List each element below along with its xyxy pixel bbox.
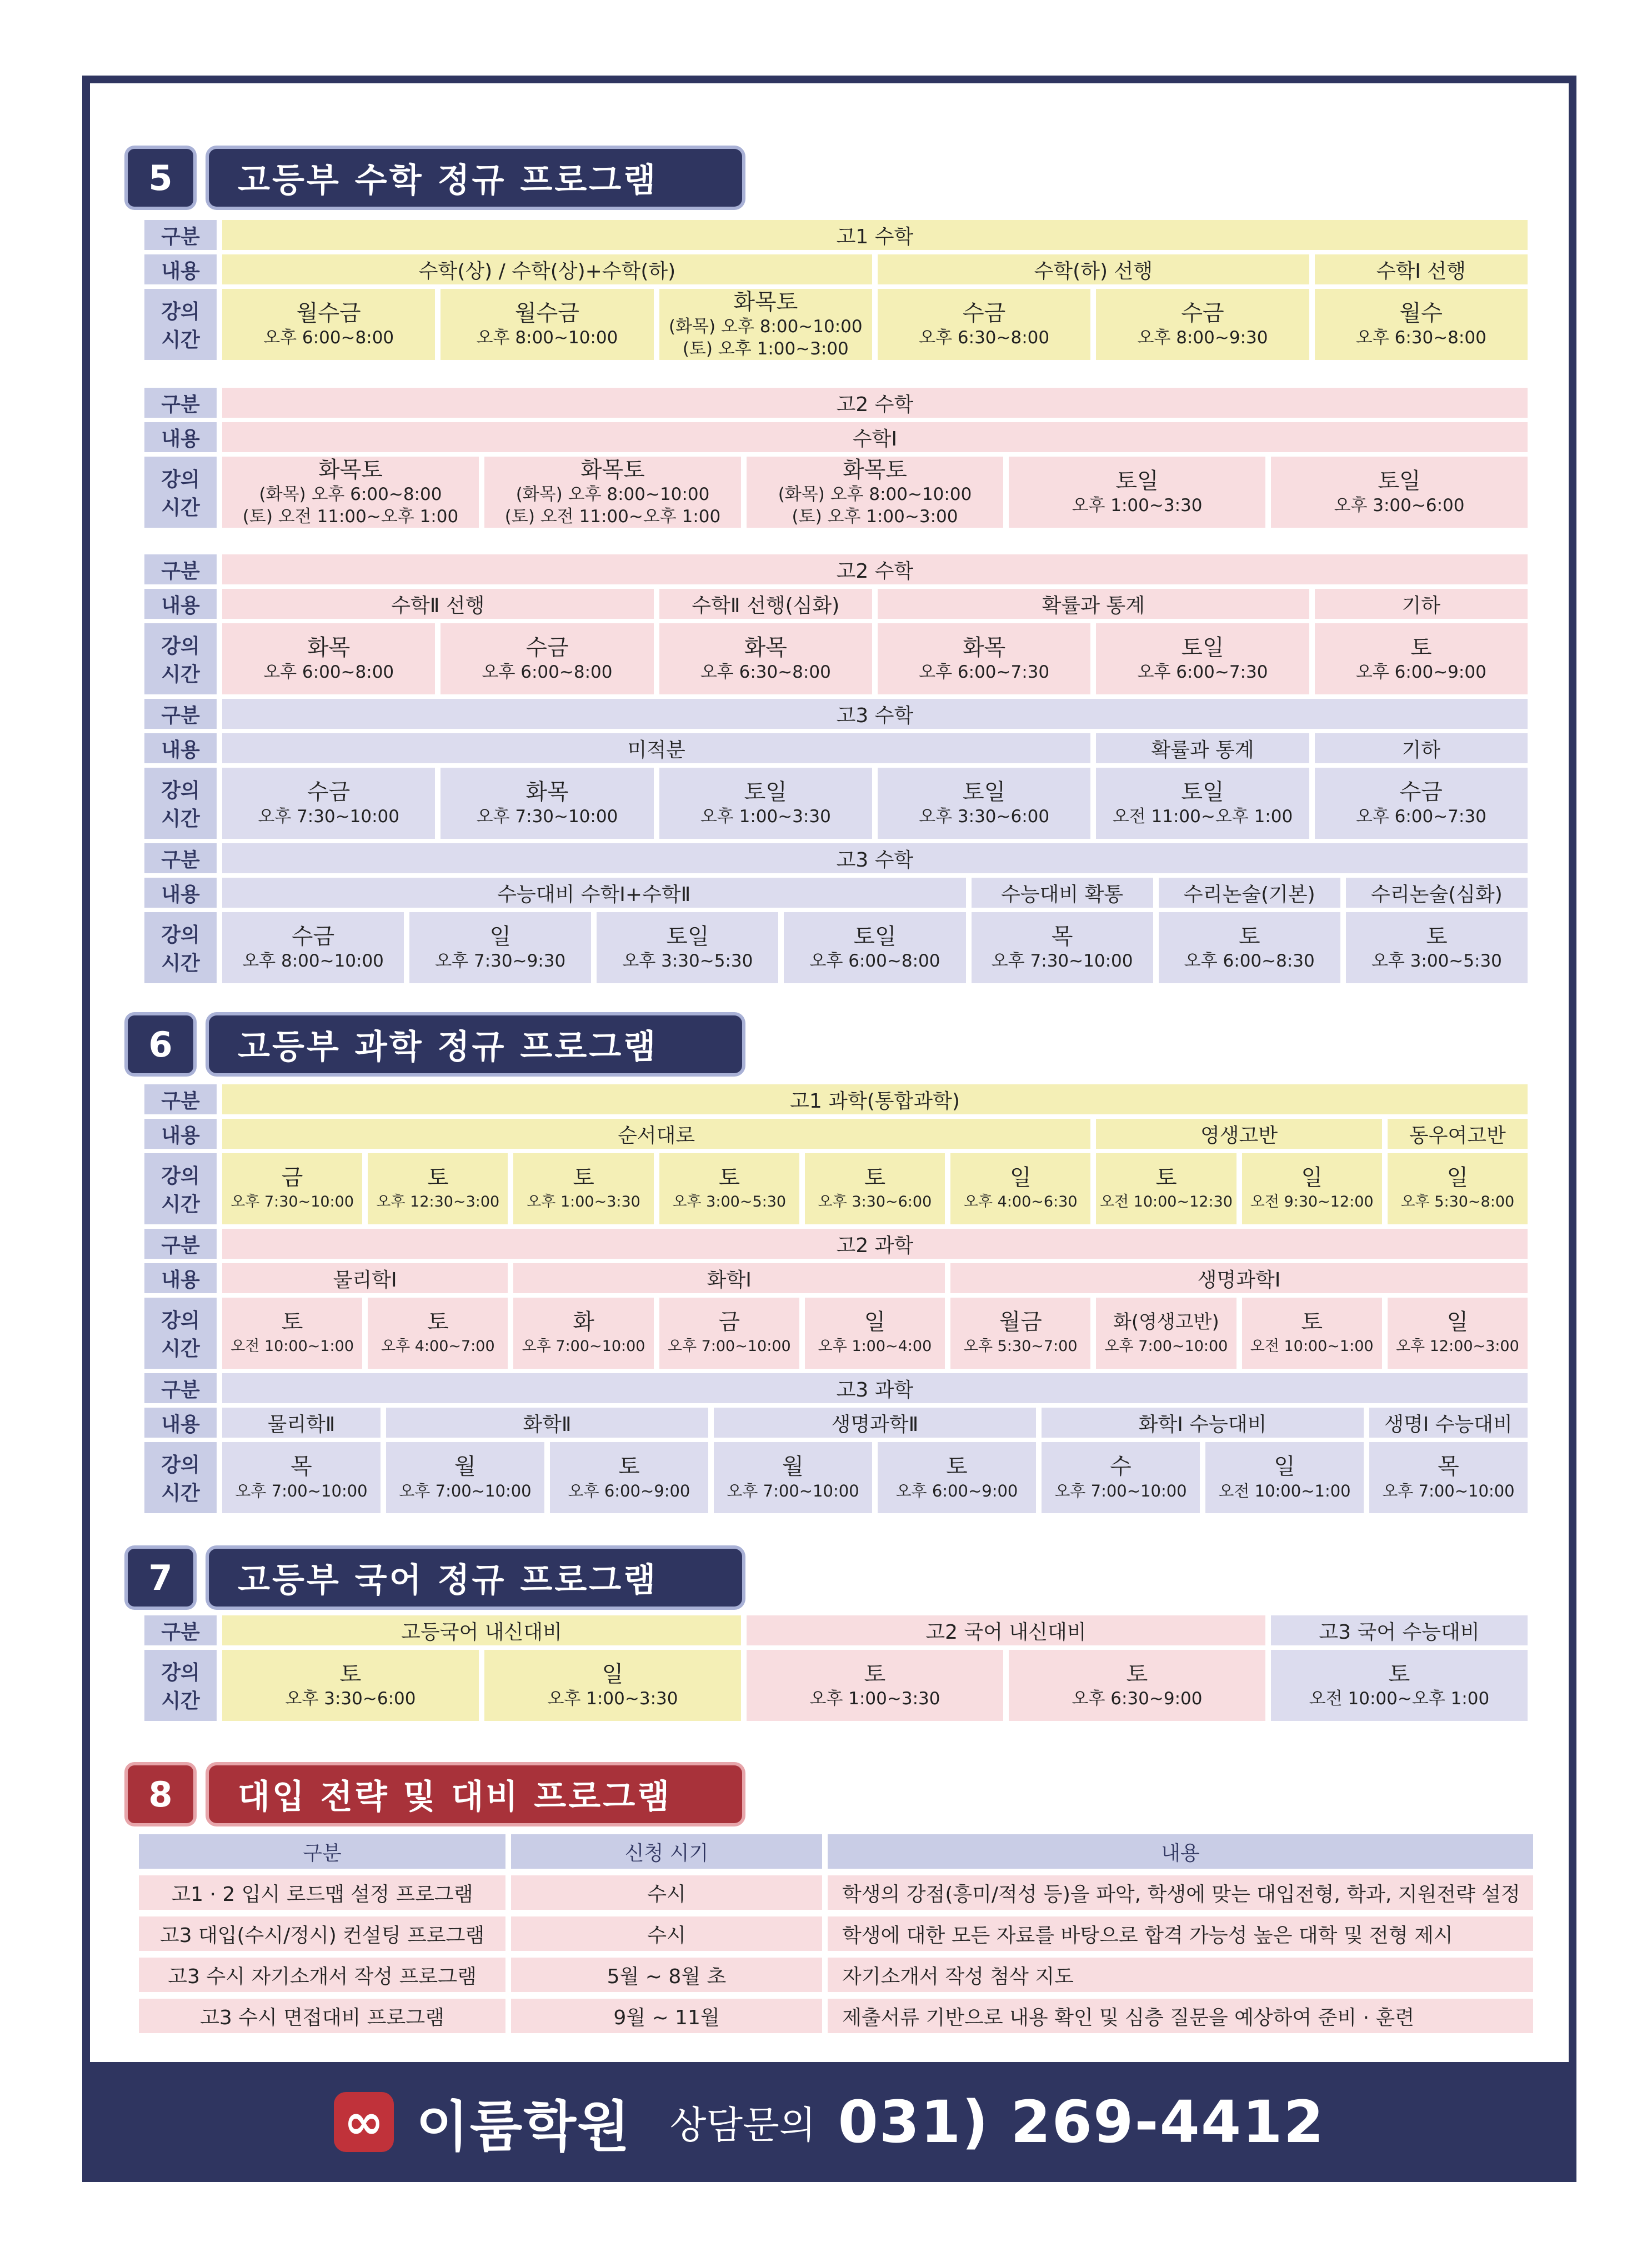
day: 토 bbox=[864, 1165, 886, 1190]
time: 오후 7:00~10:00 bbox=[727, 1482, 859, 1500]
day: 월수금 bbox=[296, 301, 361, 326]
day: 화목 bbox=[525, 779, 569, 805]
content-cell: 수능대비 수학Ⅰ+수학Ⅱ bbox=[222, 878, 966, 908]
section-number: 8 bbox=[128, 1765, 193, 1823]
time: 오후 3:00~5:30 bbox=[672, 1193, 787, 1210]
time: 오전 10:00~12:30 bbox=[1099, 1193, 1233, 1210]
time: 오후 6:30~9:00 bbox=[1072, 1689, 1203, 1709]
time-label: 강의 시간 bbox=[144, 912, 217, 983]
content-cell: 화학Ⅱ bbox=[386, 1408, 708, 1438]
time: 오후 3:30~6:00 bbox=[919, 807, 1050, 827]
time-cell bbox=[1346, 912, 1528, 983]
header-period: 신청 시기 bbox=[511, 1834, 822, 1869]
day: 금 bbox=[281, 1165, 303, 1190]
time-label: 강의 시간 bbox=[144, 623, 217, 694]
day: 수금 bbox=[1399, 779, 1443, 805]
category-cell: 고2 국어 내신대비 bbox=[747, 1615, 1265, 1645]
day: 화목토 bbox=[580, 457, 645, 483]
day: 목 bbox=[291, 1454, 312, 1479]
day: 일 bbox=[1009, 1165, 1032, 1190]
time-cell bbox=[1315, 768, 1528, 839]
admission-table bbox=[133, 1828, 1539, 2040]
time: 오후 6:30~8:00 bbox=[700, 662, 831, 682]
time-cell bbox=[440, 289, 653, 360]
category-cell: 고2 수학 bbox=[222, 388, 1528, 418]
program-desc: 제출서류 기반으로 내용 확인 및 심층 질문을 예상하여 준비 · 훈련 bbox=[828, 1999, 1533, 2033]
day: 토일 bbox=[853, 924, 897, 949]
section-number: 6 bbox=[128, 1015, 193, 1073]
day: 토 bbox=[946, 1454, 968, 1479]
time: 오후 12:00~3:00 bbox=[1395, 1338, 1519, 1355]
time-cell bbox=[222, 457, 479, 528]
day: 월수 bbox=[1399, 301, 1443, 326]
time: 오후 12:30~3:00 bbox=[376, 1193, 500, 1210]
category-label: 구분 bbox=[144, 554, 217, 584]
program-name: 고3 수시 면접대비 프로그램 bbox=[139, 1999, 505, 2033]
time: 오후 4:00~6:30 bbox=[963, 1193, 1078, 1210]
content-cell: 확률과 통계 bbox=[1096, 733, 1309, 763]
category-label: 구분 bbox=[144, 1373, 217, 1403]
footer-banner bbox=[82, 2062, 1576, 2182]
phone-number: 031) 269-4412 bbox=[838, 2088, 1325, 2156]
content-cell: 기하 bbox=[1315, 589, 1528, 619]
time: 오후 6:00~7:30 bbox=[919, 662, 1050, 682]
time: 오후 3:30~6:00 bbox=[818, 1193, 932, 1210]
time: 오후 6:00~9:00 bbox=[1355, 662, 1486, 682]
day: 토 bbox=[1426, 924, 1448, 949]
day: 토일 bbox=[1181, 635, 1224, 660]
time: 오후 1:00~3:30 bbox=[1072, 496, 1203, 516]
time-cell bbox=[1096, 623, 1309, 694]
day: 토일 bbox=[1378, 468, 1421, 494]
section-6-header bbox=[128, 1015, 742, 1073]
day: 화목 bbox=[963, 635, 1006, 660]
content-cell: 기하 bbox=[1315, 733, 1528, 763]
time: 오후 6:00~8:30 bbox=[1184, 951, 1315, 971]
day: 수금 bbox=[291, 924, 335, 949]
time: 오후 6:00~9:00 bbox=[568, 1482, 690, 1500]
time-cell bbox=[659, 768, 872, 839]
section-7-header bbox=[128, 1549, 742, 1607]
category-label: 구분 bbox=[144, 1084, 217, 1114]
category-label: 구분 bbox=[144, 1615, 217, 1645]
content-cell: 수학Ⅱ 선행(심화) bbox=[659, 589, 872, 619]
time-cell bbox=[950, 1298, 1090, 1369]
content-cell: 물리학Ⅰ bbox=[222, 1263, 508, 1293]
time-cell bbox=[1315, 623, 1528, 694]
content-label: 내용 bbox=[144, 589, 217, 619]
time-cell bbox=[409, 912, 591, 983]
day: 토일 bbox=[744, 779, 787, 805]
time-cell bbox=[1205, 1442, 1364, 1513]
day: 화목 bbox=[307, 635, 351, 660]
time: 오후 7:30~10:00 bbox=[476, 807, 618, 827]
day: 토 bbox=[1155, 1165, 1177, 1190]
time-cell bbox=[440, 623, 653, 694]
category-label: 구분 bbox=[144, 1229, 217, 1259]
time: 오후 6:00~7:30 bbox=[1355, 807, 1486, 827]
day: 토 bbox=[1301, 1309, 1323, 1335]
time: 오후 6:30~8:00 bbox=[1355, 328, 1486, 348]
section-title: 고등부 국어 정규 프로그램 bbox=[209, 1549, 742, 1607]
time-label: 강의 시간 bbox=[144, 1153, 217, 1224]
content-cell: 수능대비 확통 bbox=[972, 878, 1153, 908]
category-cell: 고3 국어 수능대비 bbox=[1271, 1615, 1528, 1645]
time-cell bbox=[222, 1650, 479, 1721]
time: 오후 6:00~8:00 bbox=[263, 328, 394, 348]
content-cell: 동우여고반 bbox=[1388, 1119, 1528, 1149]
time-cell bbox=[1369, 1442, 1528, 1513]
time-cell bbox=[1096, 289, 1309, 360]
content-cell: 생명과학Ⅱ bbox=[714, 1408, 1036, 1438]
day: 일 bbox=[1301, 1165, 1323, 1190]
time: 오전 9:30~12:00 bbox=[1250, 1193, 1374, 1210]
consult-label: 상담문의 bbox=[669, 2103, 816, 2148]
time: 오후 7:00~10:00 bbox=[667, 1338, 791, 1355]
time-cell bbox=[368, 1298, 508, 1369]
time-cell bbox=[513, 1153, 653, 1224]
time-cell bbox=[597, 912, 778, 983]
time: 오후 6:00~8:00 bbox=[482, 662, 613, 682]
time: 오후 1:00~3:30 bbox=[547, 1689, 678, 1709]
time-cell bbox=[784, 912, 965, 983]
time: 오후 7:30~10:00 bbox=[258, 807, 399, 827]
day: 수 bbox=[1110, 1454, 1132, 1479]
time-cell bbox=[659, 289, 872, 360]
time-cell bbox=[805, 1298, 945, 1369]
table-row bbox=[139, 1916, 1533, 1951]
day: 화목 bbox=[744, 635, 787, 660]
time-cell bbox=[1096, 1153, 1236, 1224]
category-label: 구분 bbox=[144, 220, 217, 250]
category-label: 구분 bbox=[144, 699, 217, 729]
day: 토일 bbox=[1181, 779, 1224, 805]
time: 오후 7:00~10:00 bbox=[1382, 1482, 1515, 1500]
day: 금 bbox=[718, 1309, 740, 1335]
section-8-header bbox=[128, 1765, 742, 1823]
time-cell bbox=[222, 768, 435, 839]
category-label: 구분 bbox=[144, 388, 217, 418]
category-cell: 고1 과학(통합과학) bbox=[222, 1084, 1528, 1114]
time-cell bbox=[747, 1650, 1003, 1721]
time-cell bbox=[1388, 1153, 1528, 1224]
time: 오후 8:00~10:00 bbox=[476, 328, 618, 348]
time: 오후 7:00~10:00 bbox=[235, 1482, 368, 1500]
day: 토 bbox=[618, 1454, 640, 1479]
section-number: 7 bbox=[128, 1549, 193, 1607]
time-cell bbox=[1315, 289, 1528, 360]
day: 토 bbox=[339, 1662, 362, 1687]
day: 토 bbox=[281, 1309, 303, 1335]
section-title: 대입 전략 및 대비 프로그램 bbox=[209, 1765, 742, 1823]
time-cell bbox=[368, 1153, 508, 1224]
time: 오후 3:00~5:30 bbox=[1371, 951, 1502, 971]
program-period: 9월 ~ 11월 bbox=[511, 1999, 822, 2033]
header-category: 구분 bbox=[139, 1834, 505, 1869]
science-g1-table bbox=[139, 1080, 1533, 1229]
time: 오전 10:00~1:00 bbox=[1218, 1482, 1351, 1500]
content-cell: 화학Ⅰ 수능대비 bbox=[1042, 1408, 1364, 1438]
day: 토일 bbox=[1115, 468, 1159, 494]
day: 토 bbox=[1410, 635, 1432, 660]
category-cell: 고3 수학 bbox=[222, 843, 1528, 873]
time: 오후 3:30~5:30 bbox=[622, 951, 753, 971]
content-label: 내용 bbox=[144, 1119, 217, 1149]
academy-name: 이룸학원 bbox=[416, 2095, 631, 2159]
time: 오후 7:00~10:00 bbox=[399, 1482, 532, 1500]
content-label: 내용 bbox=[144, 254, 217, 284]
day: 목 bbox=[1438, 1454, 1459, 1479]
program-name: 고3 대입(수시/정시) 컨설팅 프로그램 bbox=[139, 1916, 505, 1951]
time-cell bbox=[1242, 1153, 1382, 1224]
time-cell bbox=[222, 1153, 362, 1224]
section-number: 5 bbox=[128, 149, 193, 207]
time: 오후 1:00~3:30 bbox=[700, 807, 831, 827]
time-cell bbox=[972, 912, 1153, 983]
day: 토 bbox=[427, 1165, 449, 1190]
program-period: 5월 ~ 8월 초 bbox=[511, 1958, 822, 1992]
time-cell bbox=[222, 912, 404, 983]
day: 토 bbox=[427, 1309, 449, 1335]
time: 오후 5:30~7:00 bbox=[963, 1338, 1078, 1355]
time: (화목) 오후 8:00~10:00 (토) 오후 1:00~3:00 bbox=[778, 484, 972, 527]
time-cell bbox=[878, 768, 1090, 839]
time-cell bbox=[1096, 1298, 1236, 1369]
time: 오후 3:30~6:00 bbox=[285, 1689, 416, 1709]
day: 토 bbox=[864, 1662, 886, 1687]
time-cell bbox=[440, 768, 653, 839]
day: 토 bbox=[1238, 924, 1260, 949]
day: 일 bbox=[1274, 1454, 1295, 1479]
time-cell bbox=[484, 1650, 741, 1721]
content-label: 내용 bbox=[144, 422, 217, 452]
math-g2-table-a bbox=[139, 383, 1533, 532]
content-cell: 확률과 통계 bbox=[878, 589, 1309, 619]
program-period: 수시 bbox=[511, 1916, 822, 1951]
time-label: 강의 시간 bbox=[144, 1650, 217, 1721]
time-cell bbox=[1009, 1650, 1265, 1721]
category-cell: 고등국어 내신대비 bbox=[222, 1615, 741, 1645]
day: 월수금 bbox=[515, 301, 579, 326]
day: 화목토 bbox=[843, 457, 907, 483]
program-desc: 자기소개서 작성 첨삭 지도 bbox=[828, 1958, 1533, 1992]
day: 수금 bbox=[525, 635, 569, 660]
content-cell: 생명Ⅰ 수능대비 bbox=[1369, 1408, 1528, 1438]
math-g2-table-b bbox=[139, 550, 1533, 699]
day: 수금 bbox=[307, 779, 351, 805]
day: 일 bbox=[864, 1309, 886, 1335]
time-cell bbox=[1271, 457, 1528, 528]
category-cell: 고3 수학 bbox=[222, 699, 1528, 729]
content-cell: 영생고반 bbox=[1096, 1119, 1381, 1149]
time: 오후 3:00~6:00 bbox=[1334, 496, 1465, 516]
time: 오후 6:00~8:00 bbox=[809, 951, 940, 971]
day: 월 bbox=[782, 1454, 804, 1479]
time: 오후 7:00~10:00 bbox=[1104, 1338, 1228, 1355]
content-cell: 화학Ⅰ bbox=[513, 1263, 945, 1293]
time-cell bbox=[386, 1442, 544, 1513]
time: 오후 7:00~10:00 bbox=[1054, 1482, 1187, 1500]
program-desc: 학생에 대한 모든 자료를 바탕으로 합격 가능성 높은 대학 및 전형 제시 bbox=[828, 1916, 1533, 1951]
time: 오후 7:30~10:00 bbox=[991, 951, 1133, 971]
time-cell bbox=[550, 1442, 708, 1513]
content-label: 내용 bbox=[144, 733, 217, 763]
time: 오전 11:00~오후 1:00 bbox=[1112, 807, 1293, 827]
section-title: 고등부 수학 정규 프로그램 bbox=[209, 149, 742, 207]
category-cell: 고3 과학 bbox=[222, 1373, 1528, 1403]
content-cell: 수리논술(심화) bbox=[1346, 878, 1528, 908]
math-g3-table-b bbox=[139, 839, 1533, 988]
time-cell bbox=[1271, 1650, 1528, 1721]
table-row bbox=[139, 1875, 1533, 1910]
time: 오후 7:30~9:30 bbox=[435, 951, 566, 971]
program-period: 수시 bbox=[511, 1875, 822, 1910]
day: 토일 bbox=[666, 924, 709, 949]
day: 일 bbox=[1446, 1165, 1469, 1190]
time: 오후 4:00~7:00 bbox=[381, 1338, 495, 1355]
content-cell: 물리학Ⅱ bbox=[222, 1408, 381, 1438]
time: 오후 8:00~9:30 bbox=[1137, 328, 1268, 348]
day: 목 bbox=[1051, 924, 1073, 949]
section-title: 고등부 과학 정규 프로그램 bbox=[209, 1015, 742, 1073]
time: 오후 6:00~7:30 bbox=[1137, 662, 1268, 682]
content-cell: 수리논술(기본) bbox=[1159, 878, 1340, 908]
content-label: 내용 bbox=[144, 1408, 217, 1438]
time: 오후 7:00~10:00 bbox=[522, 1338, 645, 1355]
category-cell: 고2 수학 bbox=[222, 554, 1528, 584]
time-cell bbox=[878, 623, 1090, 694]
time: 오후 1:00~4:00 bbox=[818, 1338, 932, 1355]
content-cell: 생명과학Ⅰ bbox=[950, 1263, 1528, 1293]
day: 월 bbox=[454, 1454, 476, 1479]
day: 일 bbox=[1446, 1309, 1469, 1335]
time-cell bbox=[484, 457, 741, 528]
time: 오후 7:30~10:00 bbox=[231, 1193, 354, 1210]
time-cell bbox=[950, 1153, 1090, 1224]
day: 월금 bbox=[999, 1309, 1042, 1335]
time: (화목) 오후 8:00~10:00 (토) 오전 11:00~오후 1:00 bbox=[504, 484, 721, 527]
time-cell bbox=[878, 289, 1090, 360]
math-g3-table-a bbox=[139, 694, 1533, 843]
time: 오전 10:00~1:00 bbox=[231, 1338, 354, 1355]
time: 오후 8:00~10:00 bbox=[242, 951, 384, 971]
korean-table bbox=[139, 1611, 1533, 1725]
time-cell bbox=[659, 1298, 799, 1369]
day: 토 bbox=[1388, 1662, 1410, 1687]
time-label: 강의 시간 bbox=[144, 768, 217, 839]
day: 토 bbox=[573, 1165, 594, 1190]
program-name: 고3 수시 자기소개서 작성 프로그램 bbox=[139, 1958, 505, 1992]
time-cell bbox=[1042, 1442, 1200, 1513]
time-cell bbox=[513, 1298, 653, 1369]
time-cell bbox=[747, 457, 1003, 528]
time: 오후 6:00~9:00 bbox=[895, 1482, 1018, 1500]
day: 화 bbox=[573, 1309, 594, 1335]
time-label: 강의 시간 bbox=[144, 1442, 217, 1513]
day: 토 bbox=[1126, 1662, 1148, 1687]
day: 수금 bbox=[1181, 301, 1224, 326]
math-g1-table bbox=[139, 216, 1533, 364]
day: 화(영생고반) bbox=[1113, 1311, 1219, 1333]
content-cell: 수학Ⅰ 선행 bbox=[1315, 254, 1528, 284]
time: 오후 5:30~8:00 bbox=[1400, 1193, 1515, 1210]
content-cell: 미적분 bbox=[222, 733, 1090, 763]
time-cell bbox=[1242, 1298, 1382, 1369]
content-label: 내용 bbox=[144, 878, 217, 908]
time: 오후 1:00~3:30 bbox=[527, 1193, 640, 1210]
time-cell bbox=[878, 1442, 1036, 1513]
time: (화목) 오후 6:00~8:00 (토) 오전 11:00~오후 1:00 bbox=[242, 484, 459, 527]
time-label: 강의 시간 bbox=[144, 457, 217, 528]
day: 화목토 bbox=[318, 457, 383, 483]
time-cell bbox=[1159, 912, 1340, 983]
category-label: 구분 bbox=[144, 843, 217, 873]
day: 화목토 bbox=[733, 289, 798, 315]
time: 오후 6:30~8:00 bbox=[919, 328, 1050, 348]
science-g3-table bbox=[139, 1369, 1533, 1518]
time-cell bbox=[1388, 1298, 1528, 1369]
day: 토 bbox=[718, 1165, 740, 1190]
day: 일 bbox=[602, 1662, 624, 1687]
time: (화목) 오후 8:00~10:00 (토) 오후 1:00~3:00 bbox=[669, 317, 863, 359]
program-desc: 학생의 강점(흥미/적성 등)을 파악, 학생에 맞는 대입전형, 학과, 지원전략 설정 bbox=[828, 1875, 1533, 1910]
time: 오후 1:00~3:30 bbox=[809, 1689, 940, 1709]
content-cell: 수학Ⅱ 선행 bbox=[222, 589, 654, 619]
time-cell bbox=[805, 1153, 945, 1224]
time-cell bbox=[714, 1442, 872, 1513]
program-name: 고1 · 2 입시 로드맵 설정 프로그램 bbox=[139, 1875, 505, 1910]
category-cell: 고1 수학 bbox=[222, 220, 1528, 250]
time: 오후 6:00~8:00 bbox=[263, 662, 394, 682]
day: 수금 bbox=[963, 301, 1006, 326]
table-row bbox=[139, 1999, 1533, 2033]
content-cell: 순서대로 bbox=[222, 1119, 1090, 1149]
time: 오전 10:00~1:00 bbox=[1250, 1338, 1374, 1355]
content-cell: 수학(하) 선행 bbox=[878, 254, 1309, 284]
time-cell bbox=[659, 1153, 799, 1224]
time-label: 강의 시간 bbox=[144, 289, 217, 360]
content-label: 내용 bbox=[144, 1263, 217, 1293]
content-cell: 수학(상) / 수학(상)+수학(하) bbox=[222, 254, 872, 284]
time-cell bbox=[659, 623, 872, 694]
table-row bbox=[139, 1958, 1533, 1992]
science-g2-table bbox=[139, 1224, 1533, 1373]
content-cell: 수학Ⅰ bbox=[222, 422, 1528, 452]
time-cell bbox=[222, 1298, 362, 1369]
day: 토일 bbox=[963, 779, 1006, 805]
section-5-header bbox=[128, 149, 742, 207]
time-cell bbox=[1009, 457, 1265, 528]
time: 오전 10:00~오후 1:00 bbox=[1309, 1689, 1490, 1709]
infinity-logo-icon: ∞ bbox=[334, 2092, 394, 2152]
category-cell: 고2 과학 bbox=[222, 1229, 1528, 1259]
day: 일 bbox=[489, 924, 512, 949]
time-cell bbox=[222, 623, 435, 694]
header-content: 내용 bbox=[828, 1834, 1533, 1869]
time-label: 강의 시간 bbox=[144, 1298, 217, 1369]
time-cell bbox=[222, 289, 435, 360]
time-cell bbox=[1096, 768, 1309, 839]
time-cell bbox=[222, 1442, 381, 1513]
